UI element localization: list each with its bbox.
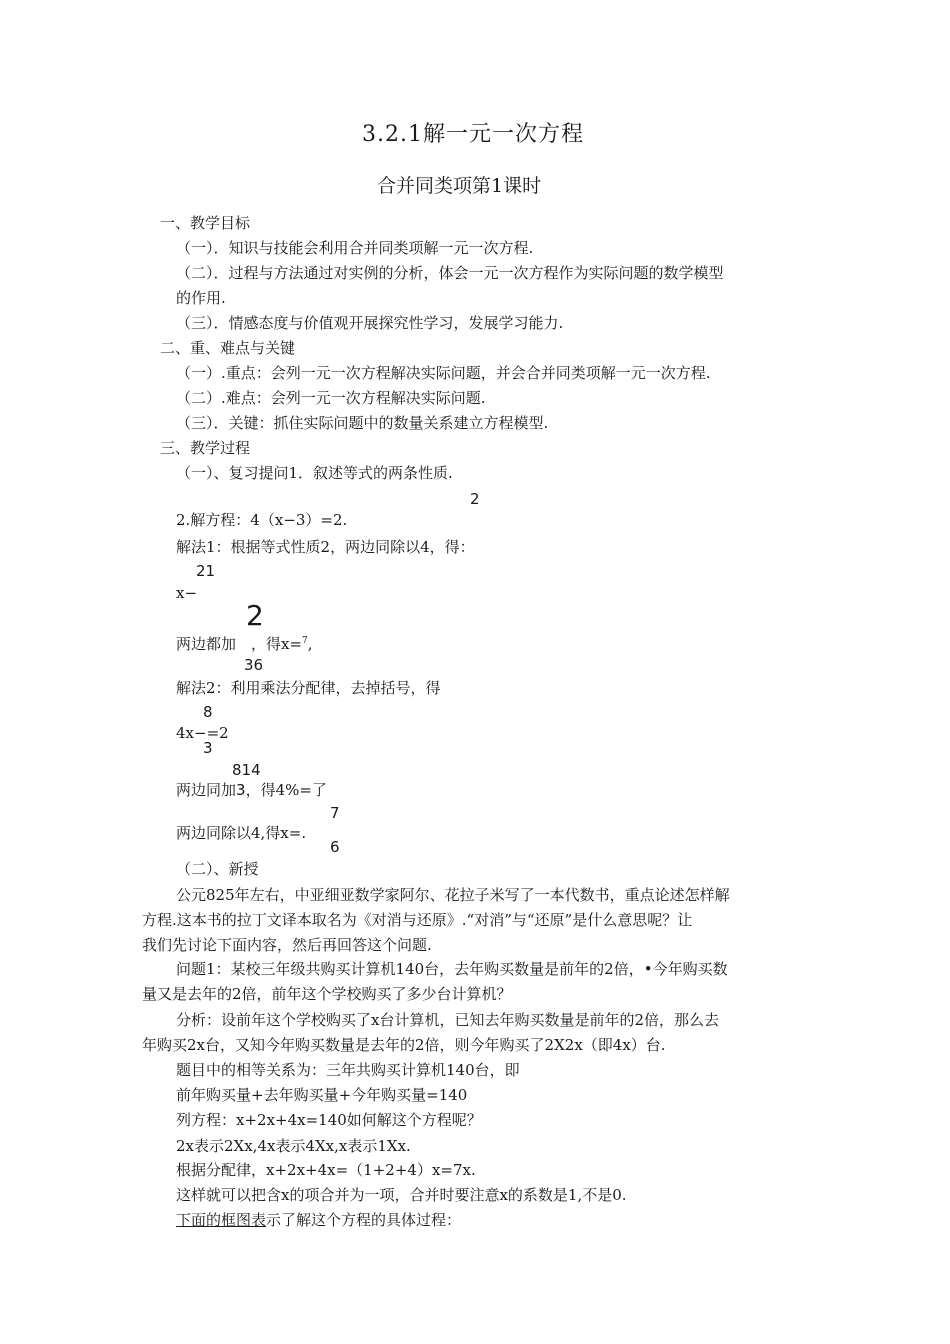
- equation-text: ，得4%=了: [245, 781, 327, 799]
- section-heading: 二、重、难点与关键: [160, 339, 296, 357]
- paragraph-line: 解法1：根据等式性质2，两边同除以4，得：: [176, 538, 475, 556]
- equation-line: 2.解方程：4（x−3）=2.: [176, 511, 348, 529]
- fraction-denominator: 3: [203, 739, 213, 757]
- paragraph-text: 示了解这个方程的具体过程：: [266, 1211, 462, 1229]
- paragraph-line: （二）.难点：会列一元一次方程解决实际问题.: [176, 389, 486, 407]
- paragraph-line: [176, 1211, 461, 1229]
- fraction-denominator: 6: [330, 838, 340, 856]
- paragraph-line: （三）．情感态度与价值观开展探究性学习，发展学习能力.: [176, 314, 564, 332]
- paragraph-line: 2x表示2Xx,4x表示4Xx,x表示1Xx.: [176, 1137, 411, 1155]
- paragraph-line: 的作用.: [176, 289, 226, 307]
- paragraph-line: 量又是去年的2倍，前年这个学校购买了多少台计算机？: [142, 985, 512, 1003]
- paragraph-line: 问题1：某校三年级共购买计算机140台，去年购买数量是前年的2倍，•今年购买数: [176, 960, 728, 978]
- section-heading: 三、教学过程: [160, 439, 251, 457]
- fraction-denominator: 3: [236, 781, 246, 799]
- paragraph-line: （二）．过程与方法通过对实例的分析，体会一元一次方程作为实际问题的数学模型: [176, 264, 724, 282]
- equation-line: x−: [176, 584, 198, 602]
- fraction-denominator: 36: [244, 656, 264, 674]
- paragraph-line: 前年购买量+去年购买量+今年购买量=140: [176, 1086, 468, 1104]
- paragraph-line: （一）.重点：会列一元一次方程解决实际问题，并会合并同类项解一元一次方程.: [176, 364, 711, 382]
- equation-line: 4x−=2: [176, 724, 229, 742]
- document-title: 3.2.1解一元一次方程: [362, 122, 584, 147]
- section-heading: 一、教学目标: [160, 214, 251, 232]
- paragraph-line: 分析：设前年这个学校购买了x台计算机，已知去年购买数量是前年的2倍，那么去: [176, 1011, 720, 1029]
- paragraph-line: 这样就可以把含x的项合并为一项，合并时要注意x的系数是1,不是0.: [176, 1186, 627, 1204]
- equation-line: 两边同除以4,得x=.: [176, 824, 307, 842]
- paragraph-line: （一）、复习提问1．叙述等式的两条性质.: [176, 464, 453, 482]
- fraction-numerator: 21: [196, 562, 216, 580]
- paragraph-line: （三）．关键：抓住实际问题中的数量关系建立方程模型.: [176, 414, 549, 432]
- paragraph-line: （一）．知识与技能会利用合并同类项解一元一次方程.: [176, 239, 534, 257]
- fraction-numerator: 2: [470, 490, 480, 508]
- fraction-numerator: 814: [232, 761, 261, 779]
- paragraph-line: 年购买2x台，又知今年购买数量是去年的2倍，则今年购买了2X2x（即4x）台.: [142, 1036, 666, 1054]
- equation-text: 两边都加 ，得x=: [176, 635, 303, 653]
- paragraph-line: 列方程：x+2x+4x=140如何解这个方程呢？: [176, 1111, 482, 1129]
- punctuation: ,: [307, 635, 313, 653]
- underlined-text: 下面的框图表: [176, 1211, 267, 1229]
- paragraph-line: 我们先讨论下面内容，然后再回答这个问题.: [142, 936, 432, 954]
- superscript: 7: [302, 636, 308, 646]
- paragraph-line: 解法2：利用乘法分配律，去掉括号，得: [176, 679, 441, 697]
- equation-text: 两边同加: [176, 781, 237, 799]
- equation-line: [176, 632, 313, 653]
- fraction-numerator: 7: [330, 804, 340, 822]
- paragraph-line: 题目中的相等关系为：三年共购买计算机140台，即: [176, 1061, 520, 1079]
- equation-line: [176, 781, 327, 799]
- paragraph-line: 根据分配律，x+2x+4x=（1+2+4）x=7x.: [176, 1161, 476, 1179]
- fraction-numerator: 8: [203, 703, 213, 721]
- paragraph-line: 方程.这本书的拉丁文译本取名为《对消与还原》.“对消”与“还原”是什么意思呢？让: [142, 911, 693, 929]
- document-subtitle: 合并同类项第1课时: [377, 175, 542, 197]
- paragraph-line: （二）、新授: [176, 860, 259, 878]
- paragraph-line: 公元825年左右，中亚细亚数学家阿尔、花拉子米写了一本代数书，重点论述怎样解: [176, 886, 730, 904]
- fraction-numerator: 2: [246, 599, 264, 632]
